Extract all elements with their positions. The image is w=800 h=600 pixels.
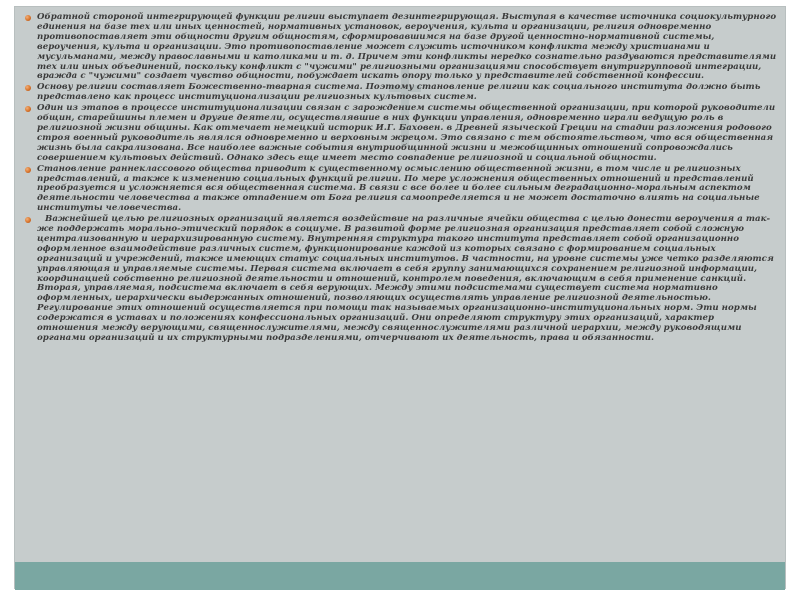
paragraph-2 xyxy=(23,83,777,103)
bullet-icon xyxy=(25,106,31,112)
paragraph-text: Основу религии составляет Божественно-тварная система. Поэтому становление религии как социального института должно быть представлено как процесс институционализации религиозных культовых систем. xyxy=(37,82,761,103)
paragraph-text: Важнейшей целью религиозных организаций является воздействие на различные ячейки общества с целью донести вероучения а так-же поддержать морально-этический порядок в социуме. В развитой форме религиозная организация представляет собой сложную централизованную и иерархизированную систему. Внутренняя структура такого института представляет собой организационно оформленное взаимодействие различных систем, функционирование каждой из которых связано с формированием социальных организаций и учреждений, также имеющих статус социальных институтов. В частности, на уровне системы уже четко разделяются управляющая и управляемые системы. Первая система включает в себя группу занимающихся сохранением религиозной информации, координацией собственно религиозной деятельности и отношений, контролем поведения, включающим в себя применение санкций. Вторая, управляемая, подсистема включает в себя верующих. Между этими подсистемами существует система нормативно оформленных, иерархически выдержанных отношений, позволяющих осуществлять управление религиозной деятельностью. Регулирование этих отношений осуществляется при помощи так называемых организационно-институциональных норм. Эти нормы содержатся в уставах и положениях конфессиональных организаций. Они определяют структуру этих организаций, характер отношения между верующими, священнослужителями, между священнослужителями различной иерархии, между руководящими органами организаций и их структурными подразделениями, отчерчивают их деятельность, права и обязанности. xyxy=(37,214,774,343)
paragraph-text: Один из этапов в процессе институционализации связан с зарождением системы общественной организации, при которой руководители общин, старейшины племен и другие деятели, осуществлявшие в них функции управления, одновременно играли ведущую роль в религиозной жизни общины. Как отмечает немецкий историк И.Г. Баховен. в Древней языческой Греции на стадии разложения родового строя военный руководитель являлся одновременно и верховным жрецом. Это связано с тем обстоятельством, что вся общественная жизнь была сакрализована. Все наиболее важные события внутриобщинной жизни и межобщинных отношений сопровождались совершением культовых действий. Однако здесь еще имеет место совпадение религиозной и социальной общности. xyxy=(37,103,776,163)
content-panel xyxy=(14,6,786,589)
text-content xyxy=(15,13,787,345)
paragraph-text: Обратной стороной интегрирующей функции религии выступает дезинтегрирующая. Выступая в качестве источника социокультурного единения на базе тех или иных ценностей, нормативных установок, вероучения, культа и организации, религия одновременно противопоставляет эти общности другим общностям, сформировавшимся на базе другой ценностно-нормативной системы, вероучения, культа и организации. Это противопоставление может служить источником конфликта между христианами и мусульманами, между православными и католиками и т. д. Причем эти конфликты нередко сознательно раздуваются представителями тех или иных объединений, поскольку конфликт с "чужими" религиозными организациями способствует внутригрупповой интеграции, вражда с "чужими" создает чувство общности, побуждает искать опору только у представителей собственной конфессии. xyxy=(37,12,777,82)
bullet-icon xyxy=(25,15,31,21)
paragraph-4 xyxy=(23,165,777,215)
bullet-icon xyxy=(25,167,31,173)
bottom-band xyxy=(15,562,785,590)
paragraph-5 xyxy=(23,215,777,344)
paragraph-text: Становление раннеклассового общества приводит к существенному осмыслению общественной жизни, в том числе и религиозных представлений, а также к изменению социальных функций религии. По мере усложнения общественных отношений и представлений преобразуется и усложняется вся общественная система. В связи с все более и более сильным деградационно-моральным аспектом деятельности человечества а также отпадением от Бога религия самоопределяется и не может достаточно влиять на социальные институты человечества. xyxy=(37,163,760,214)
paragraph-1 xyxy=(23,13,777,82)
bullet-icon xyxy=(25,217,31,223)
paragraph-3 xyxy=(23,104,777,163)
bullet-icon xyxy=(25,85,31,91)
